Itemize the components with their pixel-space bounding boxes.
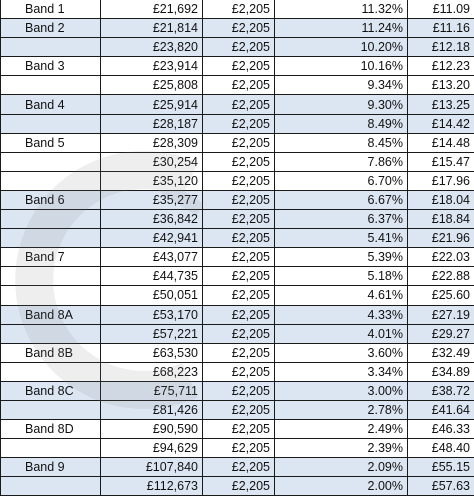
salary-cell: £35,277 — [101, 190, 203, 209]
band-cell: Band 2 — [1, 19, 101, 38]
table-row — [1, 248, 474, 267]
hourly-rate-cell: £18.04 — [408, 190, 474, 209]
percent-cell: 2.39% — [275, 439, 408, 458]
uplift-cell: £2,205 — [203, 324, 275, 343]
table-row — [1, 38, 474, 57]
percent-cell: 2.78% — [275, 400, 408, 419]
uplift-cell: £2,205 — [203, 114, 275, 133]
table-row — [1, 324, 474, 343]
table-row — [1, 343, 474, 362]
percent-cell: 9.34% — [275, 76, 408, 95]
table-row — [1, 171, 474, 190]
salary-cell: £23,820 — [101, 38, 203, 57]
hourly-rate-cell: £14.48 — [408, 133, 474, 152]
band-cell: Band 1 — [1, 0, 101, 19]
percent-cell: 6.67% — [275, 190, 408, 209]
hourly-rate-cell: £13.20 — [408, 76, 474, 95]
percent-cell: 2.09% — [275, 458, 408, 477]
percent-cell: 4.01% — [275, 324, 408, 343]
salary-cell: £112,673 — [101, 477, 203, 496]
table-row — [1, 95, 474, 114]
hourly-rate-cell: £55.15 — [408, 458, 474, 477]
hourly-rate-cell: £25.60 — [408, 286, 474, 305]
salary-cell: £28,309 — [101, 133, 203, 152]
uplift-cell: £2,205 — [203, 381, 275, 400]
hourly-rate-cell: £13.25 — [408, 95, 474, 114]
hourly-rate-cell: £11.09 — [408, 0, 474, 19]
hourly-rate-cell: £14.42 — [408, 114, 474, 133]
salary-cell: £21,814 — [101, 19, 203, 38]
table-row — [1, 458, 474, 477]
salary-cell: £107,840 — [101, 458, 203, 477]
salary-cell: £23,914 — [101, 57, 203, 76]
band-cell — [1, 76, 101, 95]
salary-cell: £30,254 — [101, 152, 203, 171]
salary-cell: £28,187 — [101, 114, 203, 133]
uplift-cell: £2,205 — [203, 38, 275, 57]
uplift-cell: £2,205 — [203, 248, 275, 267]
salary-cell: £42,941 — [101, 229, 203, 248]
percent-cell: 5.18% — [275, 267, 408, 286]
percent-cell: 10.20% — [275, 38, 408, 57]
table-row — [1, 305, 474, 324]
uplift-cell: £2,205 — [203, 76, 275, 95]
salary-cell: £21,692 — [101, 0, 203, 19]
band-cell — [1, 267, 101, 286]
salary-cell: £81,426 — [101, 400, 203, 419]
hourly-rate-cell: £27.19 — [408, 305, 474, 324]
salary-cell: £68,223 — [101, 362, 203, 381]
salary-cell: £25,808 — [101, 76, 203, 95]
table-row — [1, 190, 474, 209]
percent-cell: 3.60% — [275, 343, 408, 362]
percent-cell: 2.00% — [275, 477, 408, 496]
table-row — [1, 439, 474, 458]
band-cell — [1, 324, 101, 343]
percent-cell: 5.39% — [275, 248, 408, 267]
percent-cell: 3.00% — [275, 381, 408, 400]
hourly-rate-cell: £12.18 — [408, 38, 474, 57]
band-cell — [1, 400, 101, 419]
salary-cell: £44,735 — [101, 267, 203, 286]
uplift-cell: £2,205 — [203, 57, 275, 76]
uplift-cell: £2,205 — [203, 305, 275, 324]
hourly-rate-cell: £21.96 — [408, 229, 474, 248]
percent-cell: 11.32% — [275, 0, 408, 19]
percent-cell: 10.16% — [275, 57, 408, 76]
table-row — [1, 381, 474, 400]
band-cell — [1, 362, 101, 381]
hourly-rate-cell: £41.64 — [408, 400, 474, 419]
band-cell — [1, 114, 101, 133]
table-row — [1, 0, 474, 19]
uplift-cell: £2,205 — [203, 362, 275, 381]
table-row — [1, 477, 474, 496]
hourly-rate-cell: £48.40 — [408, 439, 474, 458]
salary-cell: £53,170 — [101, 305, 203, 324]
hourly-rate-cell: £22.88 — [408, 267, 474, 286]
table-row — [1, 229, 474, 248]
table-row — [1, 19, 474, 38]
band-cell: Band 8A — [1, 305, 101, 324]
salary-cell: £90,590 — [101, 420, 203, 439]
salary-cell: £57,221 — [101, 324, 203, 343]
hourly-rate-cell: £29.27 — [408, 324, 474, 343]
hourly-rate-cell: £46.33 — [408, 420, 474, 439]
table-row — [1, 362, 474, 381]
salary-cell: £75,711 — [101, 381, 203, 400]
table-row — [1, 133, 474, 152]
table-row — [1, 114, 474, 133]
percent-cell: 8.45% — [275, 133, 408, 152]
hourly-rate-cell: £57.63 — [408, 477, 474, 496]
table-row — [1, 210, 474, 229]
percent-cell: 6.37% — [275, 210, 408, 229]
percent-cell: 4.61% — [275, 286, 408, 305]
uplift-cell: £2,205 — [203, 439, 275, 458]
uplift-cell: £2,205 — [203, 19, 275, 38]
percent-cell: 3.34% — [275, 362, 408, 381]
uplift-cell: £2,205 — [203, 152, 275, 171]
band-cell — [1, 477, 101, 496]
table-row — [1, 420, 474, 439]
band-cell: Band 6 — [1, 190, 101, 209]
band-cell: Band 9 — [1, 458, 101, 477]
uplift-cell: £2,205 — [203, 477, 275, 496]
salary-cell: £63,530 — [101, 343, 203, 362]
band-cell — [1, 152, 101, 171]
table-row — [1, 152, 474, 171]
percent-cell: 2.49% — [275, 420, 408, 439]
uplift-cell: £2,205 — [203, 343, 275, 362]
band-cell: Band 3 — [1, 57, 101, 76]
uplift-cell: £2,205 — [203, 400, 275, 419]
band-cell: Band 4 — [1, 95, 101, 114]
hourly-rate-cell: £12.23 — [408, 57, 474, 76]
salary-cell: £35,120 — [101, 171, 203, 190]
hourly-rate-cell: £22.03 — [408, 248, 474, 267]
hourly-rate-cell: £34.89 — [408, 362, 474, 381]
salary-cell: £94,629 — [101, 439, 203, 458]
table-row — [1, 76, 474, 95]
table-row — [1, 400, 474, 419]
band-cell: Band 8B — [1, 343, 101, 362]
uplift-cell: £2,205 — [203, 190, 275, 209]
percent-cell: 5.41% — [275, 229, 408, 248]
hourly-rate-cell: £11.16 — [408, 19, 474, 38]
band-cell: Band 8C — [1, 381, 101, 400]
percent-cell: 8.49% — [275, 114, 408, 133]
band-cell — [1, 439, 101, 458]
hourly-rate-cell: £18.84 — [408, 210, 474, 229]
band-cell — [1, 229, 101, 248]
table-row — [1, 57, 474, 76]
band-cell: Band 7 — [1, 248, 101, 267]
pay-table-body — [1, 0, 474, 496]
band-cell — [1, 171, 101, 190]
table-row — [1, 267, 474, 286]
percent-cell: 11.24% — [275, 19, 408, 38]
uplift-cell: £2,205 — [203, 133, 275, 152]
uplift-cell: £2,205 — [203, 267, 275, 286]
uplift-cell: £2,205 — [203, 420, 275, 439]
band-cell — [1, 286, 101, 305]
uplift-cell: £2,205 — [203, 458, 275, 477]
band-cell: Band 5 — [1, 133, 101, 152]
percent-cell: 7.86% — [275, 152, 408, 171]
hourly-rate-cell: £17.96 — [408, 171, 474, 190]
percent-cell: 4.33% — [275, 305, 408, 324]
band-cell — [1, 210, 101, 229]
band-cell — [1, 38, 101, 57]
table-row — [1, 286, 474, 305]
percent-cell: 9.30% — [275, 95, 408, 114]
uplift-cell: £2,205 — [203, 171, 275, 190]
salary-cell: £50,051 — [101, 286, 203, 305]
uplift-cell: £2,205 — [203, 286, 275, 305]
uplift-cell: £2,205 — [203, 229, 275, 248]
uplift-cell: £2,205 — [203, 210, 275, 229]
salary-cell: £25,914 — [101, 95, 203, 114]
salary-cell: £36,842 — [101, 210, 203, 229]
hourly-rate-cell: £32.49 — [408, 343, 474, 362]
uplift-cell: £2,205 — [203, 0, 275, 19]
hourly-rate-cell: £15.47 — [408, 152, 474, 171]
salary-cell: £43,077 — [101, 248, 203, 267]
uplift-cell: £2,205 — [203, 95, 275, 114]
percent-cell: 6.70% — [275, 171, 408, 190]
hourly-rate-cell: £38.72 — [408, 381, 474, 400]
band-cell: Band 8D — [1, 420, 101, 439]
